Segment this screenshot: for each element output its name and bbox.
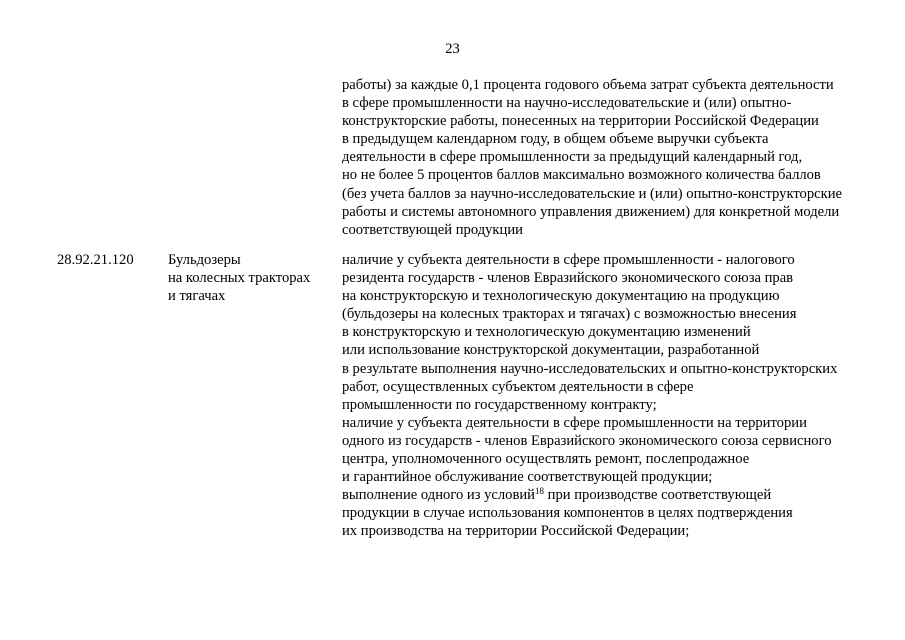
text-line: в результате выполнения научно-исследовательских и опытно-конструкторских [342,360,838,377]
text-line: их производства на территории Российской Федерации; [342,523,690,540]
text-line: но не более 5 процентов баллов максимально возможного количества баллов [342,167,821,184]
text-line: (бульдозеры на колесных тракторах и тягачах) с возможностью внесения [342,306,797,323]
text-line: в сфере промышленности на научно-исследовательские и (или) опытно- [342,95,792,112]
text-line: соответствующей продукции [342,221,523,238]
condition-text: выполнение одного из условий [342,487,535,504]
text-line: резидента государств - членов Евразийского экономического союза прав [342,270,794,287]
text-line: (без учета баллов за научно-исследовательские и (или) опытно-конструкторские [342,185,842,202]
text-line: деятельности в сфере промышленности за предыдущий календарный год, [342,149,803,166]
product-name-line: Бульдозеры [168,252,241,268]
text-line: продукции в случае использования компонентов в целях подтверждения [342,505,793,522]
text-line: на конструкторскую и технологическую документацию на продукцию [342,288,780,305]
text-line: работы и системы автономного управления движением) для конкретной модели [342,203,840,220]
footnote-reference[interactable]: 18 [535,486,544,497]
text-line: или использование конструкторской документации, разработанной [342,342,760,359]
page-number: 23 [445,41,460,57]
text-line: и гарантийное обслуживание соответствующей продукции; [342,469,713,486]
text-line: наличие у субъекта деятельности в сфере промышленности - налогового [342,252,795,268]
text-line: одного из государств - членов Евразийского экономического союза сервисного [342,432,832,449]
product-requirements [342,251,902,541]
condition-text-continued: при производстве соответствующей [544,487,772,504]
product-code: 28.92.21.120 [57,252,134,268]
text-line: конструкторские работы, понесенных на территории Российской Федерации [342,113,819,130]
product-name-line: на колесных тракторах [168,270,311,287]
text-line: в конструкторскую и технологическую документацию изменений [342,324,751,341]
text-line: центра, уполномоченного осуществлять ремонт, послепродажное [342,451,750,468]
text-line: промышленности по государственному контракту; [342,396,657,413]
text-line: работ, осуществленных субъектом деятельности в сфере [342,378,694,395]
product-name [168,251,338,305]
text-line-with-footnote [342,486,902,504]
product-name-line: и тягачах [168,288,226,305]
text-line: работы) за каждые 0,1 процента годового объема затрат субъекта деятельности [342,77,834,93]
text-line: наличие у субъекта деятельности в сфере промышленности на территории [342,414,807,431]
previous-row-requirements [342,76,902,239]
text-line: в предыдущем календарном году, в общем объеме выручки субъекта [342,131,769,148]
